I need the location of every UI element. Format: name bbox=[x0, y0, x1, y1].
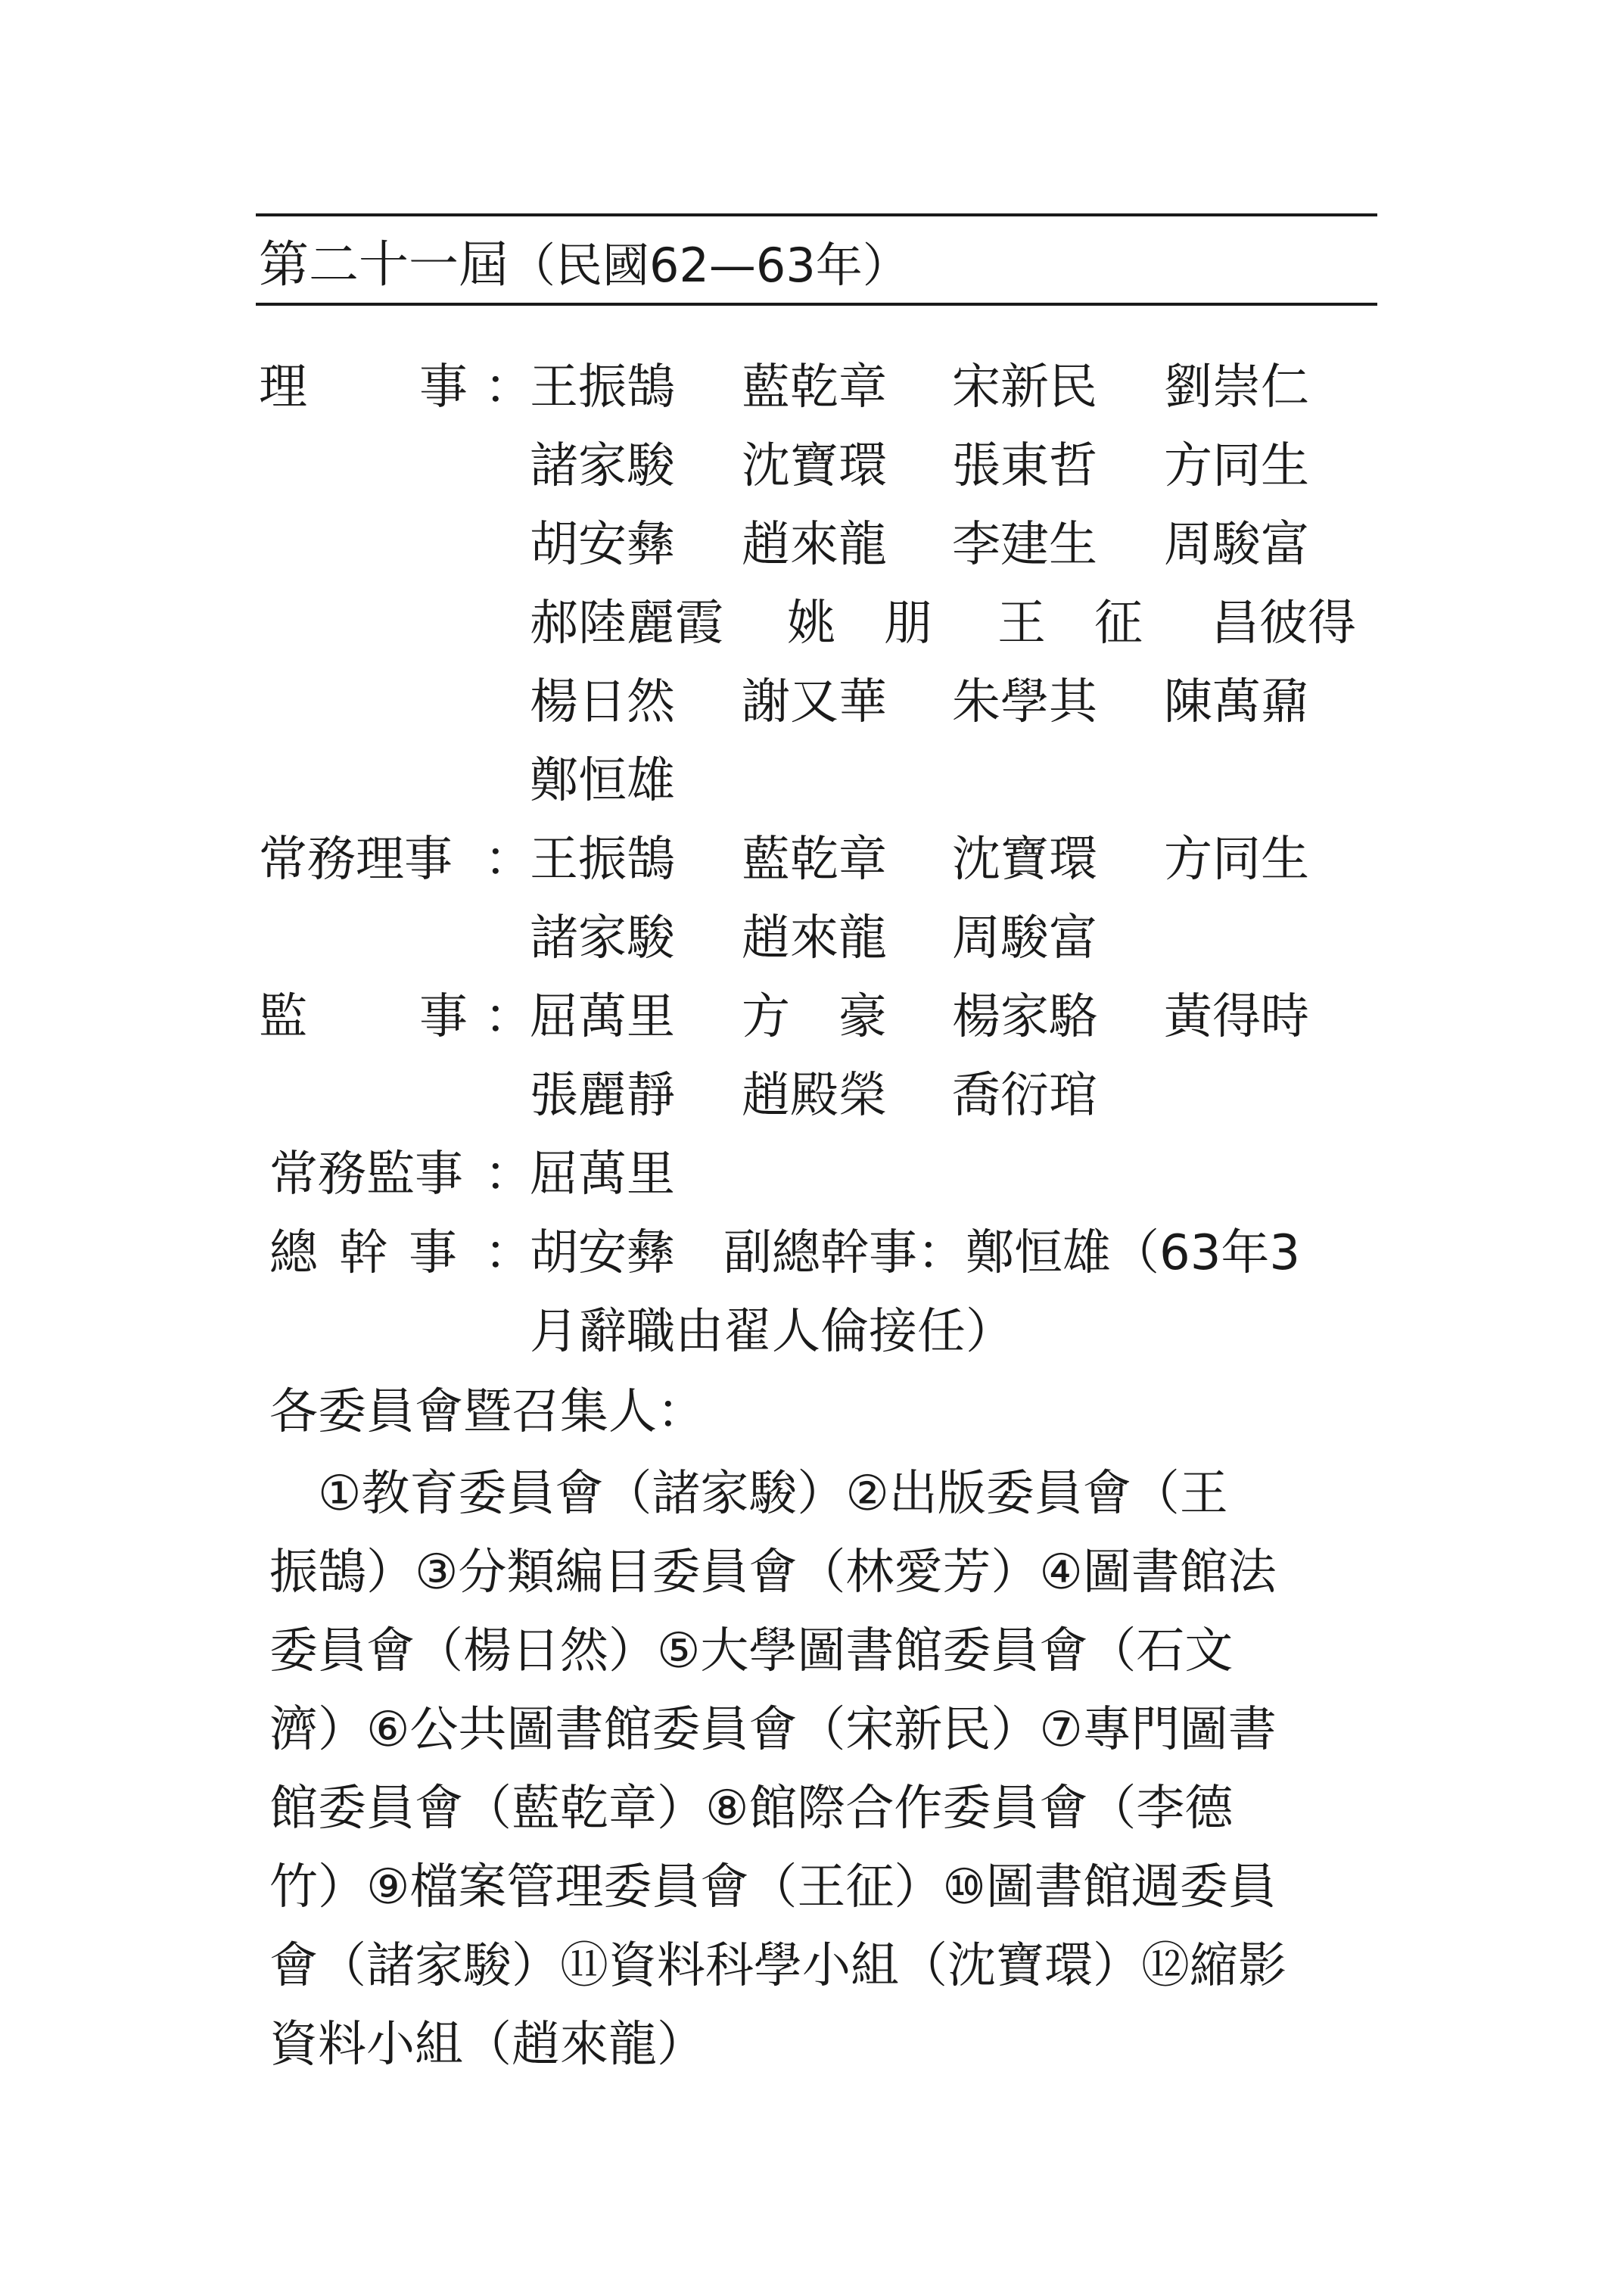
title-main: 第二十一屆 bbox=[259, 235, 509, 294]
supervisors-label: 監 事 ： bbox=[259, 989, 533, 1045]
committee-line: 振鵠）③分類編目委員會（林愛芳）④圖書館法 bbox=[269, 1545, 1277, 1601]
committee-line: 資料小組（趙來龍） bbox=[269, 2017, 705, 2073]
secretary-general-label: 總幹事 ： bbox=[269, 1225, 533, 1281]
committee-line: 濟）⑥公共圖書館委員會（宋新民）⑦專門圖書 bbox=[269, 1702, 1277, 1758]
committee-line: 館委員會（藍乾章）⑧館際合作委員會（李德 bbox=[269, 1781, 1234, 1837]
standing-supervisor-label: 常務監事 ： bbox=[269, 1146, 533, 1202]
committee-line: ①教育委員會（諸家駿）②出版委員會（王 bbox=[269, 1466, 1228, 1522]
directors-label: 理 事 ： bbox=[259, 359, 533, 415]
title-paren: （民國62—63年） bbox=[509, 238, 910, 293]
committee-line: 會（諸家駿）⑪資料科學小組（沈寶環）⑫縮影 bbox=[269, 1938, 1286, 1994]
top-rule bbox=[256, 213, 1377, 216]
document-page: 第二十一屆（民國62—63年） 理 事 ： 王振鵠 藍乾章 宋新民 劉崇仁 諸家駿 沈寶環 張東哲 方同生 胡安彝 趙來龍 李建生 周駿富 郝陸麗霞 姚 朋 王 征 昌彼得 楊日然 謝又華 朱學其 陳萬鼐 鄭恒雄 常務理事 ： 王振鵠 藍乾章 沈寶環 方同生 諸家駿 趙來龍 周駿富 監 事 ： 屈萬里 方 豪 楊家駱 黃得時 張麗靜 趙殿榮 喬衍琯 常務監事 ： 屈萬里 總幹事 ： 胡安彝 副總幹事：鄭恒雄（63年3 月辭職由翟人倫接任） 各委員會暨召集人： ①教育委員會（諸家駿）②出版委員會（王 振鵠）③分類編目委員會（林愛芳）④圖書館法 委員會（楊日然）⑤大學圖書館委員會（石文 濟）⑥公共圖書館委員會（宋新民）⑦專門圖書 館委員會（藍乾章）⑧館際合作委員會（李德 竹）⑨檔案管理委員會（王征）⑩圖書館週委員 會（諸家駿）⑪資料科學小組（沈寶環）⑫縮影 資料小組（趙來龍） bbox=[0, 0, 1624, 2296]
page-title bbox=[259, 227, 910, 303]
committee-line: 委員會（楊日然）⑤大學圖書館委員會（石文 bbox=[269, 1623, 1234, 1679]
committee-line: 竹）⑨檔案管理委員會（王征）⑩圖書館週委員 bbox=[269, 1859, 1277, 1915]
bottom-rule bbox=[256, 303, 1377, 306]
committees-label: 各委員會暨召集人： bbox=[269, 1384, 705, 1440]
standing-directors-label: 常務理事 ： bbox=[259, 832, 533, 888]
